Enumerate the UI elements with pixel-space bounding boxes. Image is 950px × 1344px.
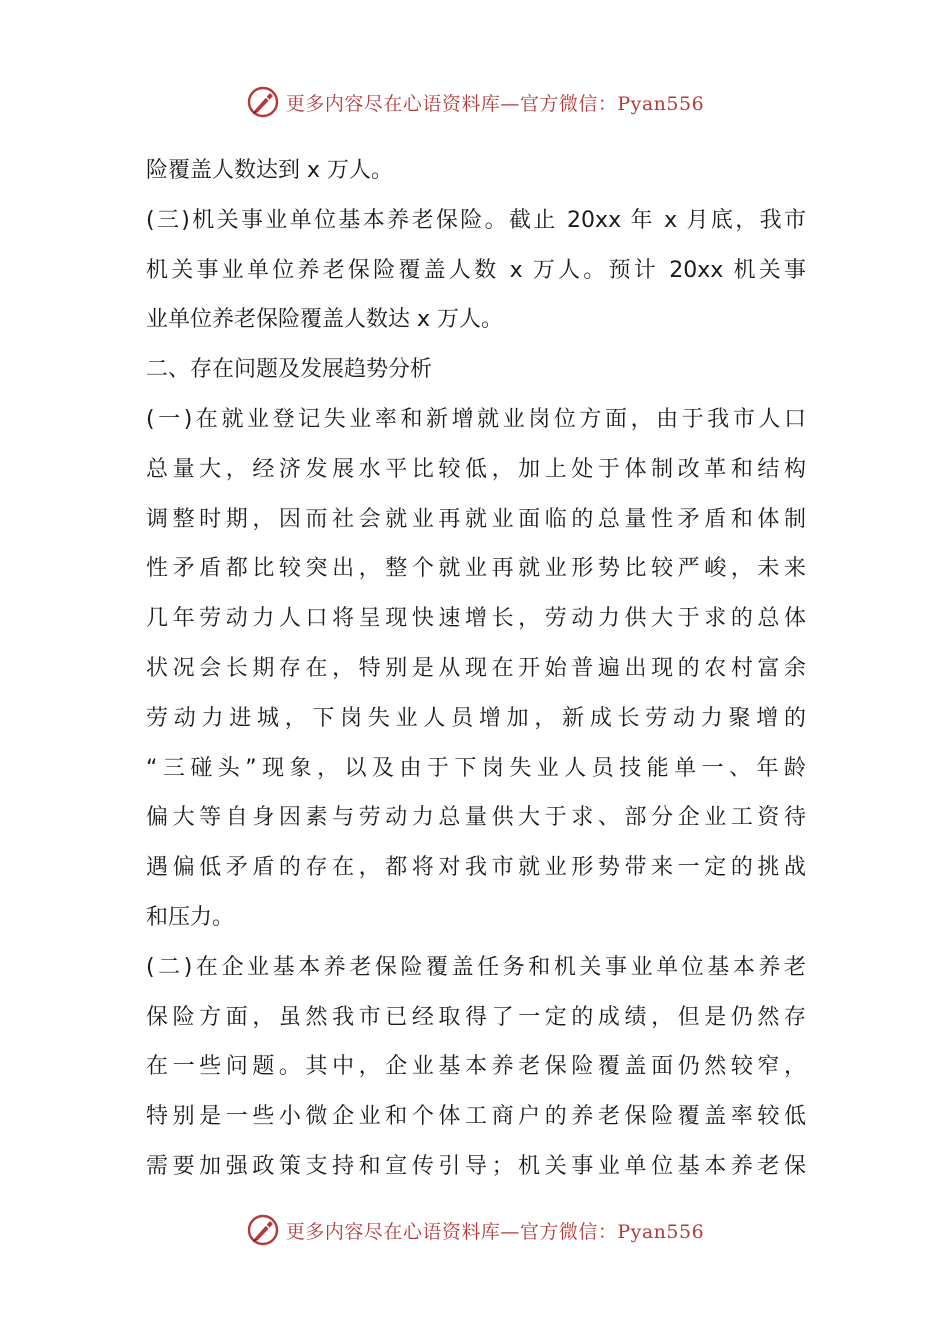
text-line: 几年劳动力人口将呈现快速增长，劳动力供大于求的总体 [146,606,806,632]
text-line: 偏大等自身因素与劳动力总量供大于求、部分企业工资待 [146,805,806,831]
pen-quill-icon [246,1213,280,1247]
text-line: 保险方面，虽然我市已经取得了一定的成绩，但是仍然存 [146,1004,806,1030]
text-line: 特别是一些小微企业和个体工商户的养老保险覆盖率较低 [146,1104,806,1130]
text-line: (一)在就业登记失业率和新增就业岗位方面，由于我市人口 [146,406,806,432]
header-watermark-text: 更多内容尽在心语资料库—官方微信：Pyan556 [285,92,705,115]
text-line: 调整时期，因而社会就业再就业面临的总量性矛盾和体制 [146,506,806,532]
section-heading: 二、存在问题及发展趋势分析 [146,357,433,383]
text-line: (二)在企业基本养老保险覆盖任务和机关事业单位基本养老 [146,954,806,980]
footer-watermark [0,1210,950,1250]
text-line: 需要加强政策支持和宣传引导；机关事业单位基本养老保 [146,1153,806,1179]
text-line: 在一些问题。其中，企业基本养老保险覆盖面仍然较窄， [146,1054,806,1080]
footer-watermark-text: 更多内容尽在心语资料库—官方微信：Pyan556 [285,1220,705,1243]
text-line: 业单位养老保险覆盖人数达 x 万人。 [146,307,504,333]
header-watermark [0,82,950,122]
pen-quill-icon [246,85,280,119]
text-line: 状况会长期存在，特别是从现在开始普遍出现的农村富余 [146,655,806,681]
text-line: 险覆盖人数达到 x 万人。 [146,158,394,183]
text-line: 机关事业单位养老保险覆盖人数 x 万人。预计 20xx 机关事 [146,257,806,283]
text-line: 总量大，经济发展水平比较低，加上处于体制改革和结构 [146,456,806,482]
document-body [146,146,806,1192]
text-line: 遇偏低矛盾的存在，都将对我市就业形势带来一定的挑战 [146,855,806,881]
text-line: “三碰头”现象，以及由于下岗失业人员技能单一、年龄 [146,755,806,781]
text-line: 和压力。 [146,904,235,930]
text-line: 性矛盾都比较突出，整个就业再就业形势比较严峻，未来 [146,556,806,582]
text-line: (三)机关事业单位基本养老保险。截止 20xx 年 x 月底，我市 [146,207,806,233]
text-line: 劳动力进城，下岗失业人员增加，新成长劳动力聚增的 [146,705,806,731]
